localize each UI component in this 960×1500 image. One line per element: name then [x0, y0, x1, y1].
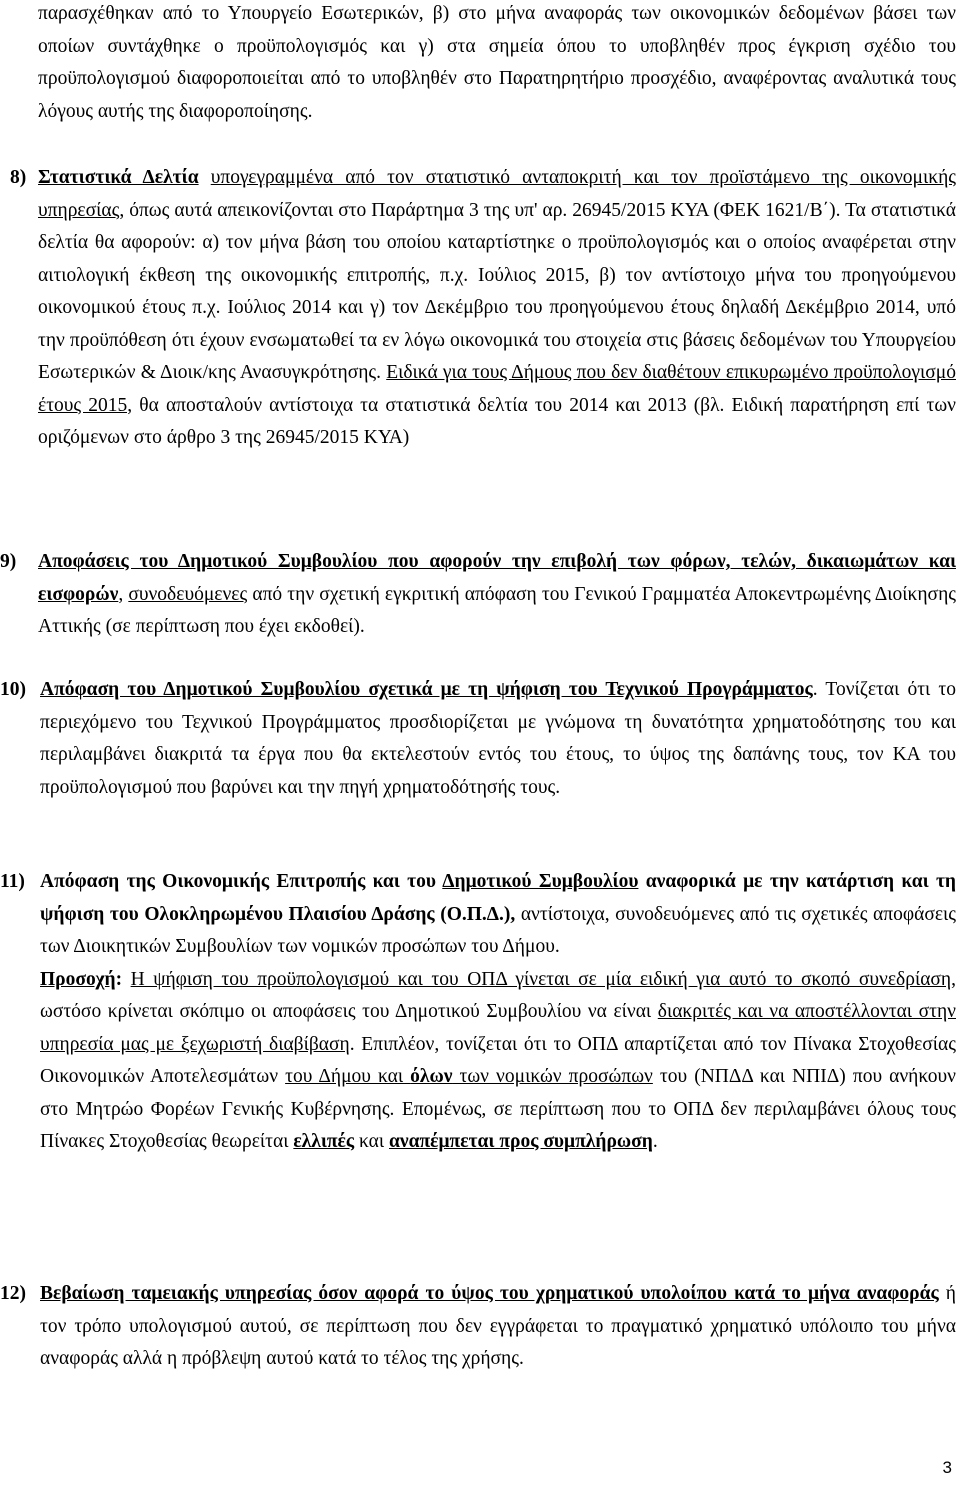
underlined-run: Ειδικά για τους Δήμους που δεν διαθέτουν επικυρωμένο προϋπολογισμό έτους 2015, [38, 362, 956, 416]
underlined-run: του Δήμου και [285, 1066, 411, 1087]
item-text [38, 162, 956, 455]
item-text [40, 866, 956, 1159]
underlined-run: των νομικών προσώπων [452, 1066, 653, 1087]
list-item-11 [0, 866, 957, 1159]
underlined-run: υπογεγραμμένα από τον στατιστικό ανταποκριτή και τον προϊστάμενο της οικονομικής υπηρεσίας [38, 167, 956, 221]
underlined-run: διακριτές και να αποστέλλονται στην υπηρεσία μας με ξεχωριστή διαβίβαση [40, 1001, 956, 1055]
list-item-10 [0, 674, 956, 804]
text-run [199, 167, 211, 188]
bold-underlined-run: Δημοτικού Συμβουλίου [442, 871, 639, 892]
text-run: από την σχετική εγκριτική απόφαση του Γενικού Γραμματέα Αποκεντρωμένης Διοίκησης Αττικής (σε περίπτωση που έχει εκδοθεί). [38, 583, 956, 637]
text-run: . [652, 1131, 658, 1152]
bold-underlined-run: ελλιπές [293, 1131, 355, 1152]
text-run: ή τον τρόπο υπολογισμού αυτού, σε περίπτωση που δεν εγγράφεται το πραγματικό χρηματικό υπόλοιπο του μήνα αναφοράς αλλά η πρόβλεψη αυτού κατά το τέλος της χρήσης. [40, 1283, 956, 1369]
text-run: , όπως αυτά απεικονίζονται στο Παράρτημα 3 της υπ' αρ. 26945/2015 ΚΥΑ (ΦΕΚ 1621/Β΄). Τα στατιστικά δελτία θα αφορούν: α) τον μήνα βάση του οποίου καταρτίστηκε ο προϋπολογισμός και ο οποίος αναφέρεται στην αιτιολογική έκθεση της οικονομικής επιτροπής, π.χ. Ιούλιος 2015, β) τον αντίστοιχο μήνα του προηγούμενου οικονομικού έτους π.χ. Ιούλιος 2014 και γ) τον Δεκέμβριο του προηγούμενου έτους δηλαδή Δεκέμβριο 2014, υπό την προϋπόθεση ότι έχουν ενσωματωθεί τα εν λόγω οικονομικά του στοιχεία στις βάσεις δεδομένων του Υπουργείου Εσωτερικών & Διοικ/κης Ανασυγκρότησης. [38, 199, 956, 383]
text-run: , [118, 583, 129, 605]
item-text [40, 674, 956, 804]
item-number: 8) [10, 167, 27, 188]
bold-run: Απόφαση της Οικονομικής Επιτροπής και του [40, 871, 443, 892]
bold-underlined-run: Αποφάσεις του Δημοτικού Συμβουλίου που αφορούν την επιβολή των φόρων, τελών, δικαιωμάτων και εισφορών [38, 551, 956, 605]
text-run: αντίστοιχα, συνοδευόμενες από τις σχετικές αποφάσεις των Διοικητικών Συμβουλίων των νομικών προσώπων του Δήμου. [40, 903, 956, 957]
bold-underlined-run: Απόφαση του Δημοτικού Συμβουλίου σχετικά με τη ψήφιση του Τεχνικού Προγράμματος [40, 679, 813, 700]
item-number: 9) [0, 551, 17, 572]
item-number: 10) [0, 679, 26, 700]
list-item-12 [0, 1278, 956, 1376]
underlined-run: Η ψήφιση του προϋπολογισμού και του ΟΠΔ γίνεται σε μία ειδική για αυτό το σκοπό συνεδρίαση [130, 968, 952, 990]
text-run: και [354, 1131, 389, 1152]
bold-run: : [115, 968, 131, 990]
list-item-8 [10, 162, 956, 455]
text-run: . Επιπλέον, τονίζεται ότι το ΟΠΔ απαρτίζεται από τον Πίνακα Στοχοθεσίας Οικονομικών Αποτελεσμάτων [40, 1033, 956, 1087]
text-run: θα αποσταλούν αντίστοιχα τα στατιστικά δελτία του 2014 και 2013 (βλ. Ειδική παρατήρηση επί των οριζόμενων στο άρθρο 3 της 26945/2015 ΚΥΑ) [38, 394, 956, 448]
bold-underlined-run: Βεβαίωση ταμειακής υπηρεσίας όσον αφορά το ύψος του χρηματικού υπολοίπου κατά το μήνα αναφοράς [40, 1283, 939, 1304]
text-run: . Τονίζεται ότι το περιεχόμενο του Τεχνικού Προγράμματος προσδιορίζεται με γνώμονα τη δυνατότητα χρηματοδότησης του και περιλαμβάνει διακριτά τα έργα που θα εκτελεστούν εντός του έτους, το ύψος της δαπάνης τους, τον ΚΑ του προϋπολογισμού που βαρύνει και την πηγή χρηματοδότησής τους. [40, 679, 956, 798]
bold-underlined-run: αναπέμπεται προς συμπλήρωση [389, 1131, 653, 1152]
bold-run: αναφορικά με την κατάρτιση και τη ψήφιση του Ολοκληρωμένου Πλαισίου Δράσης (Ο.Π.Δ.), [40, 871, 957, 925]
item-title: Στατιστικά Δελτία [38, 167, 199, 188]
text-run: , ωστόσο κρίνεται σκόπιμο οι αποφάσεις του Δημοτικού Συμβουλίου να είναι [40, 968, 956, 1022]
underlined-run: συνοδευόμενες [128, 583, 248, 605]
item-text [38, 546, 956, 644]
bold-underlined-run: όλων [410, 1066, 453, 1087]
item-text [40, 1278, 956, 1376]
page-number: 3 [942, 1458, 952, 1477]
item-number: 11) [0, 871, 25, 892]
text-run: του (ΝΠΔΔ και ΝΠΙΔ) που ανήκουν στο Μητρώο Φορέων Γενικής Κυβέρνησης. Επομένως, σε περίπτωση που το ΟΠΔ δεν περιλαμβάνει όλους τους Πίνακες Στοχοθεσίας θεωρείται [40, 1066, 956, 1152]
intro-paragraph: παρασχέθηκαν από το Υπουργείο Εσωτερικών, β) στο μήνα αναφοράς των οικονομικών δεδομένων βάσει των οποίων συντάχθηκε ο προϋπολογισμός και γ) στα σημεία όπου το υποβληθέν προς έγκριση σχέδιο του προϋπολογισμού διαφοροποιείται από το υποβληθέν στο Παρατηρητήριο προσχέδιο, αναφέροντας αναλυτικά τους λόγους αυτής της διαφοροποίησης. [38, 3, 956, 122]
list-item-9 [0, 546, 956, 644]
item-number: 12) [0, 1283, 26, 1304]
attention-label: Προσοχή [40, 968, 116, 990]
